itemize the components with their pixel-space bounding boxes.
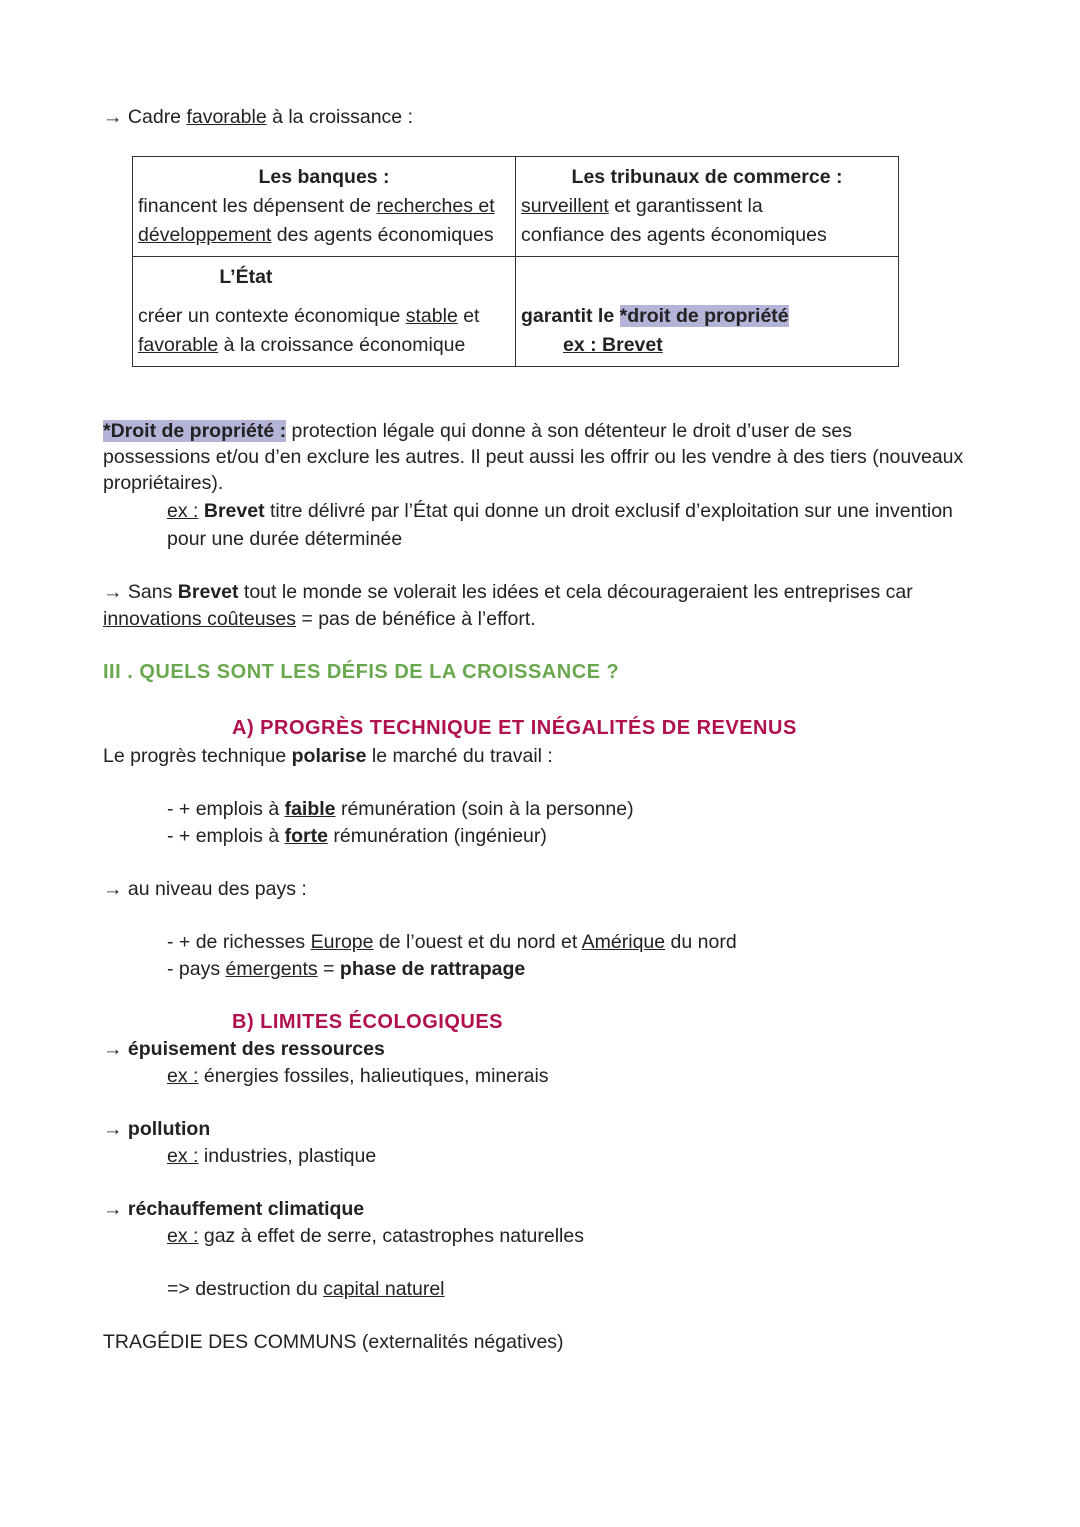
text: ex : Brevet — [563, 334, 663, 356]
text: pour une durée déterminée — [167, 528, 403, 550]
text: ex : — [167, 1065, 199, 1087]
cell-title: Les tribunaux de commerce : — [571, 166, 843, 188]
text: possessions et/ou d’en exclure les autres. Il peut aussi les offrir ou les vendre à des tiers (nouveaux — [103, 446, 964, 468]
text: favorable — [186, 106, 267, 128]
text: pollution — [127, 1118, 211, 1140]
text: => destruction du — [167, 1278, 324, 1300]
text: forte — [284, 825, 328, 847]
text: créer un contexte économique — [138, 305, 406, 327]
highlight: *droit de propriété — [619, 305, 789, 327]
text: polarise — [291, 745, 367, 767]
example — [167, 1223, 584, 1249]
text: recherches et — [376, 195, 495, 217]
arrow: → — [103, 1198, 128, 1220]
limit-heading — [103, 1196, 364, 1222]
text: et — [457, 305, 480, 327]
text: Le progrès technique — [103, 745, 292, 767]
text: ex : — [167, 500, 199, 522]
text: protection légale qui donne à son détenteur le droit d’user de ses — [286, 420, 852, 442]
text: rémunération (soin à la personne) — [335, 798, 634, 820]
text: industries, plastique — [198, 1145, 377, 1167]
example — [167, 1143, 376, 1169]
text: - pays — [167, 958, 226, 980]
arrow: → — [103, 1038, 128, 1060]
limit-heading — [103, 1036, 385, 1062]
text: financent les dépensent de — [138, 195, 377, 217]
list-item — [167, 929, 737, 955]
text: confiance des agents économiques — [521, 224, 827, 246]
text: rémunération (ingénieur) — [327, 825, 547, 847]
list-item — [167, 796, 634, 822]
text: gaz à effet de serre, catastrophes naturelles — [198, 1225, 584, 1247]
text: énergies fossiles, halieutiques, minerais — [198, 1065, 549, 1087]
subsection-heading: A) PROGRÈS TECHNIQUE ET INÉGALITÉS DE REVENUS — [232, 717, 797, 739]
text: Brevet — [177, 581, 239, 603]
cell-droit — [516, 257, 899, 367]
text: et garantissent la — [608, 195, 763, 217]
definition-example — [167, 498, 953, 524]
list-item — [167, 956, 525, 982]
text: Amérique — [581, 931, 666, 953]
text: émergents — [225, 958, 318, 980]
text: innovations coûteuses — [103, 608, 296, 630]
text: à la croissance économique — [218, 334, 466, 356]
text: ex : — [167, 1145, 199, 1167]
text: titre délivré par l’État qui donne un droit exclusif d’exploitation sur une invention — [264, 500, 953, 522]
text: tout le monde se volerait les idées et cela décourageraient les entreprises car — [238, 581, 913, 603]
text: surveillent — [521, 195, 609, 217]
cell-etat — [133, 257, 516, 367]
text: garantit le — [521, 305, 620, 327]
cell-banques — [133, 157, 516, 257]
text: = — [317, 958, 340, 980]
text: favorable — [138, 334, 219, 356]
conclusion — [167, 1276, 445, 1302]
text: phase de rattrapage — [339, 958, 526, 980]
text: du nord — [665, 931, 737, 953]
text: stable — [405, 305, 458, 327]
text: - + emplois à — [167, 825, 285, 847]
text: réchauffement climatique — [127, 1198, 365, 1220]
list-item — [167, 823, 547, 849]
text: épuisement des ressources — [127, 1038, 385, 1060]
text: capital naturel — [323, 1278, 445, 1300]
text: Brevet — [203, 500, 265, 522]
cell-title: Les banques : — [258, 166, 390, 188]
text-line — [103, 743, 553, 769]
text: - + emplois à — [167, 798, 285, 820]
sans-brevet-2 — [103, 606, 536, 632]
intro-line — [103, 104, 413, 130]
text: le marché du travail : — [366, 745, 553, 767]
text: propriétaires). — [103, 472, 224, 494]
text: = pas de bénéfice à l’effort. — [295, 608, 536, 630]
arrow: → — [103, 1118, 128, 1140]
text: à la croissance : — [266, 106, 413, 128]
subsection-heading: B) LIMITES ÉCOLOGIQUES — [232, 1011, 504, 1033]
text-line: TRAGÉDIE DES COMMUNS (externalités négatives) — [103, 1331, 564, 1353]
text: → Sans — [103, 581, 178, 603]
cell-title: L’État — [219, 266, 273, 288]
text: Europe — [310, 931, 374, 953]
text: de l’ouest et du nord et — [373, 931, 582, 953]
example — [167, 1063, 549, 1089]
section-heading: III . QUELS SONT LES DÉFIS DE LA CROISSANCE ? — [103, 661, 620, 683]
text: faible — [284, 798, 336, 820]
text-line: → au niveau des pays : — [103, 878, 307, 900]
text: → Cadre — [103, 106, 187, 128]
text: ex : — [167, 1225, 199, 1247]
limit-heading — [103, 1116, 210, 1142]
growth-actors-table — [132, 156, 899, 367]
sans-brevet — [103, 579, 913, 605]
cell-tribunaux — [516, 157, 899, 257]
text: - + de richesses — [167, 931, 311, 953]
text: développement — [138, 224, 272, 246]
text: des agents économiques — [271, 224, 494, 246]
definition-term: *Droit de propriété : — [103, 420, 287, 442]
definition-line — [103, 418, 852, 444]
